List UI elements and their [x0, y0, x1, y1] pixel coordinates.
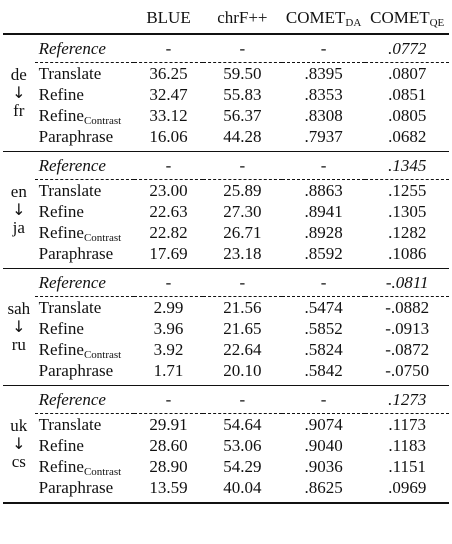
header-pair-blank [3, 3, 35, 34]
bleu-cell: 28.60 [149, 435, 188, 455]
bleu-cell: 22.82 [149, 222, 188, 242]
table-body [3, 35, 449, 504]
table-row [3, 477, 449, 498]
qe-cell: -.0750 [385, 360, 430, 380]
method-name [35, 414, 134, 435]
reference-da-cell: - [320, 38, 327, 58]
bleu-cell: 13.59 [149, 477, 188, 497]
chrf-cell: 26.71 [223, 222, 262, 242]
chrf-cell: 54.29 [223, 456, 262, 476]
reference-label: Reference [38, 38, 106, 58]
da-cell: .8592 [304, 243, 343, 263]
method-name [35, 180, 134, 201]
method-name-base: Refine [38, 105, 84, 125]
bleu-cell: 16.06 [149, 126, 188, 146]
chrf-cell: 40.04 [223, 477, 262, 497]
table-row [3, 339, 449, 360]
da-cell: .5474 [304, 297, 343, 317]
chrf-cell: 21.65 [223, 318, 262, 338]
reference-chrf-cell: - [239, 389, 246, 409]
language-pair [3, 386, 35, 503]
reference-qe-cell: .0772 [388, 38, 427, 58]
method-name-base: Refine [38, 222, 84, 242]
chrf-cell: 59.50 [223, 63, 262, 83]
method-name-base: Translate [38, 297, 102, 317]
source-language: de [10, 65, 27, 84]
method-name-base: Refine [38, 435, 84, 455]
target-language: fr [13, 101, 25, 120]
bleu-cell: 33.12 [149, 105, 188, 125]
da-cell: .7937 [304, 126, 343, 146]
reference-da-cell: - [320, 272, 327, 292]
header-comet-da [282, 3, 366, 34]
bleu-cell: 23.00 [149, 180, 188, 200]
chrf-cell: 25.89 [223, 180, 262, 200]
bleu-cell: 3.96 [153, 318, 184, 338]
da-cell: .8928 [304, 222, 343, 242]
da-cell: .8625 [304, 477, 343, 497]
method-name [35, 63, 134, 84]
da-cell: .8353 [304, 84, 343, 104]
method-name [35, 339, 134, 360]
reference-bleu-cell: - [165, 155, 172, 175]
reference-chrf-cell: - [239, 38, 246, 58]
qe-cell: .0851 [388, 84, 427, 104]
method-name-base: Paraphrase [38, 243, 114, 263]
chrf-cell: 22.64 [223, 339, 262, 359]
table-row [3, 84, 449, 105]
reference-label: Reference [38, 155, 106, 175]
method-name [35, 360, 134, 381]
da-cell: .8395 [304, 63, 343, 83]
source-language: sah [7, 299, 31, 318]
bleu-cell: 3.92 [153, 339, 184, 359]
da-cell: .9036 [304, 456, 343, 476]
method-name-base: Refine [38, 84, 84, 104]
chrf-cell: 54.64 [223, 414, 262, 434]
method-name [35, 297, 134, 318]
method-name-base: Paraphrase [38, 126, 114, 146]
table-row [3, 222, 449, 243]
reference-qe-cell: .1345 [388, 155, 427, 175]
method-name-base: Translate [38, 180, 102, 200]
reference-label: Reference [38, 272, 106, 292]
method-name [35, 84, 134, 105]
da-cell: .5842 [304, 360, 343, 380]
down-arrow-icon: ↓ [12, 434, 26, 453]
group-rule-cell [3, 503, 449, 504]
da-cell: .5824 [304, 339, 343, 359]
qe-cell: .0807 [388, 63, 427, 83]
method-name-sub: Contrast [83, 114, 122, 127]
qe-cell: .0969 [388, 477, 427, 497]
table-row [3, 63, 449, 84]
down-arrow-icon: ↓ [12, 200, 26, 219]
header-comet-qe-base: COMET [370, 8, 430, 27]
da-cell: .5852 [304, 318, 343, 338]
qe-cell: .1305 [388, 201, 427, 221]
reference-label: Reference [38, 389, 106, 409]
reference-row [3, 152, 449, 180]
qe-cell: -.0913 [385, 318, 430, 338]
reference-row [3, 35, 449, 63]
qe-cell: .1255 [388, 180, 427, 200]
method-name [35, 126, 134, 147]
reference-bleu-cell: - [165, 389, 172, 409]
bleu-cell: 36.25 [149, 63, 188, 83]
chrf-cell: 53.06 [223, 435, 262, 455]
table-row [3, 297, 449, 318]
bleu-cell: 17.69 [149, 243, 188, 263]
target-language: cs [11, 452, 26, 471]
bleu-cell: 1.71 [153, 360, 184, 380]
table-row [3, 201, 449, 222]
chrf-cell: 44.28 [223, 126, 262, 146]
table-row [3, 126, 449, 147]
method-name [35, 435, 134, 456]
qe-cell: .1151 [388, 456, 426, 476]
language-pair [3, 35, 35, 152]
target-language: ru [11, 335, 26, 354]
table-row [3, 456, 449, 477]
reference-row [3, 269, 449, 297]
chrf-cell: 23.18 [223, 243, 262, 263]
chrf-cell: 21.56 [223, 297, 262, 317]
bleu-cell: 32.47 [149, 84, 188, 104]
reference-chrf-cell: - [239, 155, 246, 175]
bleu-cell: 2.99 [153, 297, 184, 317]
language-pair [3, 152, 35, 269]
chrf-cell: 27.30 [223, 201, 262, 221]
da-cell: .9074 [304, 414, 343, 434]
method-name [35, 318, 134, 339]
bleu-cell: 28.90 [149, 456, 188, 476]
table-row [3, 414, 449, 435]
method-name-base: Refine [38, 201, 84, 221]
method-name [35, 456, 134, 477]
da-cell: .8863 [304, 180, 343, 200]
method-name-base: Translate [38, 414, 102, 434]
bleu-cell: 29.91 [149, 414, 188, 434]
method-name [35, 222, 134, 243]
table-row [3, 318, 449, 339]
header-chrf: chrF++ [217, 8, 268, 27]
method-name-base: Paraphrase [38, 360, 114, 380]
method-name [35, 243, 134, 264]
method-name-base: Refine [38, 339, 84, 359]
method-name-sub: Contrast [83, 465, 122, 478]
method-name-base: Translate [38, 63, 102, 83]
method-name [35, 105, 134, 126]
method-name-base: Refine [38, 318, 84, 338]
method-name-sub: Contrast [83, 348, 122, 361]
header-comet-qe-sub: QE [429, 17, 445, 29]
reference-chrf-cell: - [239, 272, 246, 292]
header-comet-da-base: COMET [285, 8, 346, 27]
da-cell: .8308 [304, 105, 343, 125]
qe-cell: .1173 [388, 414, 426, 434]
table-row [3, 105, 449, 126]
qe-cell: .0682 [388, 126, 427, 146]
source-language: uk [10, 416, 28, 435]
table-row [3, 243, 449, 264]
table-row [3, 180, 449, 201]
header-row [3, 3, 449, 34]
source-language: en [10, 182, 27, 201]
group-rule [3, 503, 449, 504]
chrf-cell: 56.37 [223, 105, 262, 125]
down-arrow-icon: ↓ [12, 317, 26, 336]
header-comet-da-sub: DA [345, 17, 362, 29]
reference-row [3, 386, 449, 414]
reference-qe-cell: .1273 [388, 389, 427, 409]
method-name-base: Refine [38, 456, 84, 476]
table-row [3, 435, 449, 456]
chrf-cell: 20.10 [223, 360, 262, 380]
reference-bleu-cell: - [165, 272, 172, 292]
chrf-cell: 55.83 [223, 84, 262, 104]
qe-cell: .0805 [388, 105, 427, 125]
language-pair [3, 269, 35, 386]
method-name [35, 477, 134, 498]
qe-cell: .1086 [388, 243, 427, 263]
reference-da-cell: - [320, 389, 327, 409]
results-table [3, 3, 449, 504]
method-name-sub: Contrast [83, 231, 122, 244]
qe-cell: .1183 [388, 435, 426, 455]
qe-cell: -.0872 [385, 339, 430, 359]
da-cell: .9040 [304, 435, 343, 455]
header-method-blank [35, 3, 134, 34]
da-cell: .8941 [304, 201, 343, 221]
method-name [35, 201, 134, 222]
header-bleu: BLUE [146, 8, 191, 27]
qe-cell: .1282 [388, 222, 427, 242]
target-language: ja [12, 218, 25, 237]
reference-bleu-cell: - [165, 38, 172, 58]
down-arrow-icon: ↓ [12, 83, 26, 102]
bleu-cell: 22.63 [149, 201, 188, 221]
table-row [3, 360, 449, 381]
reference-da-cell: - [320, 155, 327, 175]
reference-qe-cell: -.0811 [385, 272, 429, 292]
method-name-base: Paraphrase [38, 477, 114, 497]
qe-cell: -.0882 [385, 297, 430, 317]
header-comet-qe [365, 3, 449, 34]
